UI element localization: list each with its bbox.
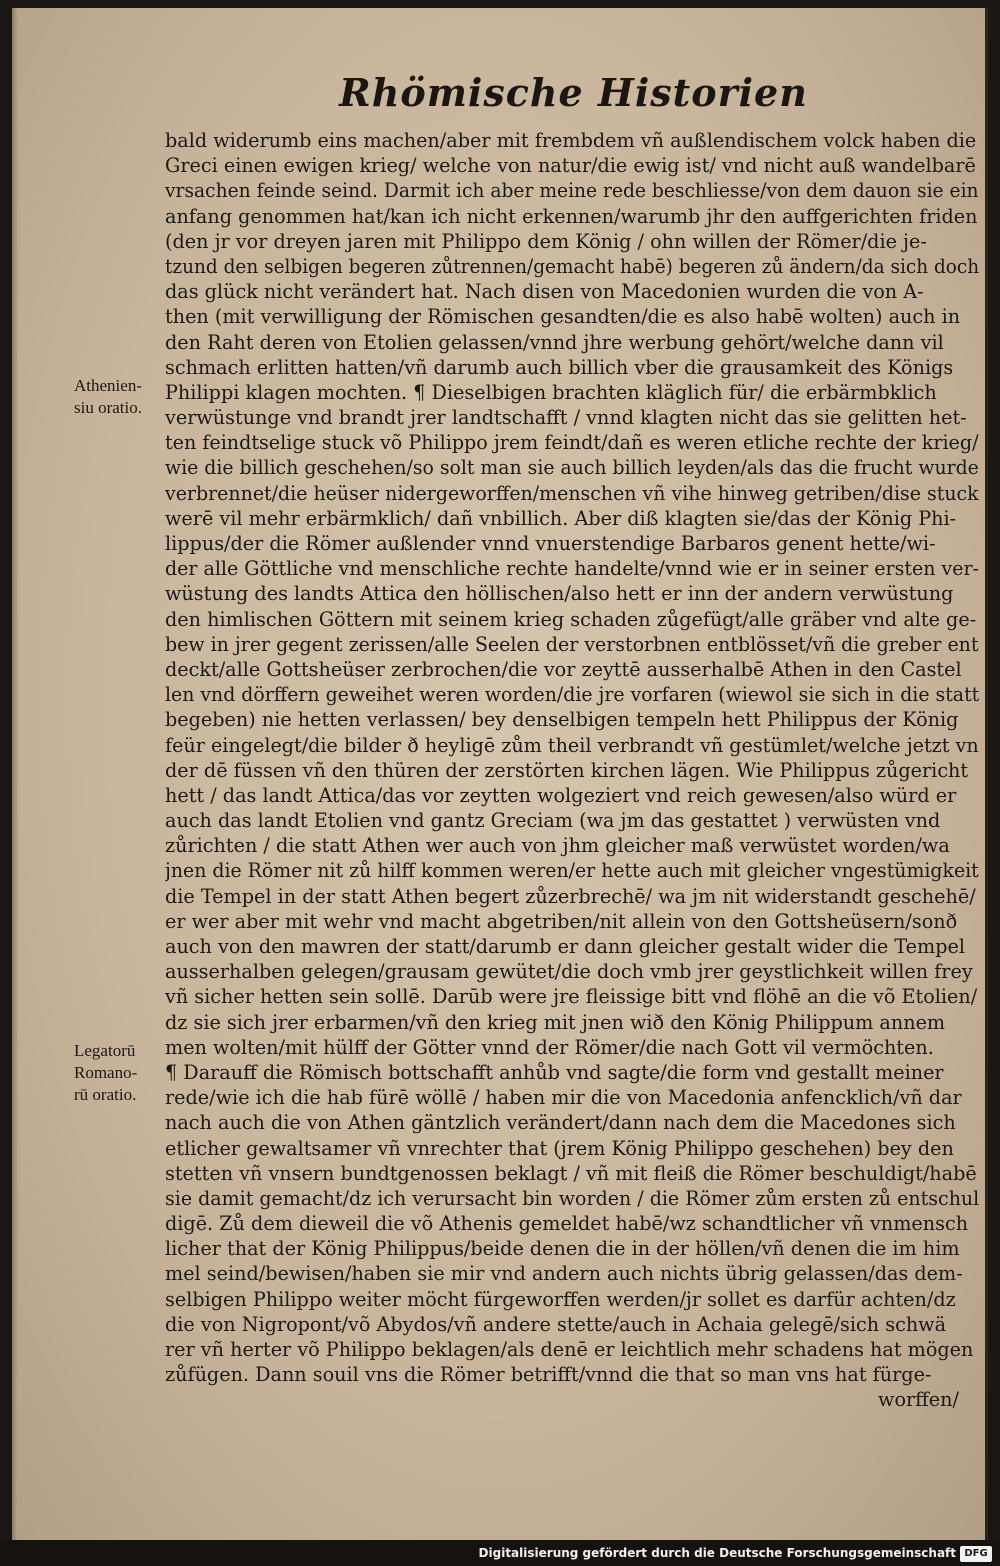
text-line: licher that der König Philippus/beide denen die in der höllen/vñ denen die im him (165, 1237, 960, 1261)
text-line: ausserhalben gelegen/grausam gewütet/die doch vmb jrer geystlichkeit willen frey (165, 960, 973, 984)
text-line: wüstung des landts Attica den höllischen/also hett er inn der andern verwüstung (165, 582, 954, 606)
text-line: verbrennet/die heüser nidergeworffen/menschen vñ vihe hinweg getriben/dise stuck (165, 481, 979, 505)
text-line: nach auch die von Athen gäntzlich verändert/dann nach dem die Macedones sich (165, 1111, 956, 1135)
text-line: ¶ Darauff die Römisch bottschafft anhůb vnd sagte/die form vnd gestallt meiner (165, 1060, 944, 1084)
text-line: worffen/ (878, 1388, 959, 1412)
text-line: anfang genommen hat/kan ich nicht erkennen/warumb jhr den auffgerichten friden (165, 204, 978, 228)
text-line: bew in jrer gegent zerissen/alle Seelen der verstorbnen entblösset/vñ die greber ent (165, 632, 979, 656)
margin-note-line: Athenien- (74, 376, 142, 395)
margin-note-line: Legatorū (74, 1041, 136, 1060)
text-line: werē vil mehr erbärmklich/ dañ vnbillich. Aber diß klagten sie/das der König Phi- (165, 506, 957, 530)
text-line: das glück nicht verändert hat. Nach disen von Macedonien wurden die von A- (165, 280, 924, 304)
text-line: men wolten/mit hülff der Götter vnnd der Römer/die nach Gott vil vermöchten. (165, 1035, 934, 1059)
book-page (12, 8, 988, 1540)
text-line: len vnd dörffern geweihet weren worden/die jre vorfaren (wiewol sie sich in die statt (165, 683, 979, 707)
text-line: verwüstunge vnd brandt jrer landtschafft / vnnd klagten nicht das sie gelitten het- (165, 406, 967, 430)
text-line: stetten vñ vnsern bundtgenossen beklagt / vñ mit fleiß die Römer beschuldigt/habē (165, 1161, 977, 1185)
text-line: Greci einen ewigen krieg/ welche von natur/die ewig ist/ vnd nicht auß wandelbarē (165, 154, 976, 178)
text-line: den Raht deren von Etolien gelassen/vnnd jhre werbung gehört/welche dann vil (165, 330, 944, 354)
text-line: jnen die Römer nit zů hilff kommen weren/er hette auch mit gleicher vngestümigkeit (165, 859, 979, 883)
text-line: zůfügen. Dann souil vns die Römer betrifft/vnnd die that so man vns hat fürge- (165, 1363, 932, 1387)
text-line: mel seind/bewisen/haben sie mir vnd andern auch nichts übrig gelassen/das dem- (165, 1262, 963, 1286)
text-line: tzund den selbigen begeren zůtrennen/gemacht habē) begeren zů ändern/da sich doch (165, 254, 979, 278)
margin-note-line: Romano- (74, 1063, 138, 1082)
text-line: der dē füssen vñ den thüren der zerstörten kirchen lägen. Wie Philippus zůgericht (165, 758, 969, 782)
margin-note-athenian-oration (74, 375, 166, 419)
text-line: vñ sicher hetten sein sollē. Darūb were jre fleissige bitt vnd flöhē an die võ Etolien/ (165, 985, 978, 1009)
text-line: bald widerumb eins machen/aber mit frembdem vñ außlendischem volck haben die (165, 129, 977, 152)
text-line: deckt/alle Gottsheüser zerbrochen/die vor zeyttē ausserhalbē Athen in den Castel (165, 657, 962, 681)
text-line: begeben) nie hetten verlassen/ bey denselbigen tempeln hett Philippus der König (165, 708, 959, 732)
margin-note-roman-legates-oration (74, 1040, 166, 1106)
footer-bar (0, 1540, 1000, 1566)
text-line: hett / das landt Attica/das vor zeytten wolgeziert vnd reich gewesen/also würd er (165, 783, 957, 807)
text-line: die Tempel in der statt Athen begert zůzerbrechē/ wa jm nit widerstandt geschehē/ (165, 884, 976, 908)
text-line: sie damit gemacht/dz ich verursacht bin worden / die Römer zům ersten zů entschul (165, 1186, 979, 1210)
text-line: auch das landt Etolien vnd gantz Greciam (wa jm das gestattet ) verwüsten vnd (165, 809, 941, 833)
text-line: digē. Zů dem dieweil die võ Athenis gemeldet habē/wz schandtlicher vñ vnmensch (165, 1212, 969, 1236)
dfg-logo: DFG (960, 1546, 992, 1562)
text-line: ten feindtselige stuck võ Philippo jrem feindt/dañ es weren etliche rechte der krieg/ (165, 431, 979, 455)
body-text (165, 128, 979, 1413)
text-line: wie die billich geschehen/so solt man sie auch billich leyden/als das die frucht wurde (165, 456, 979, 480)
margin-note-line: rū oratio. (74, 1085, 137, 1104)
text-line: dz sie sich jrer erbarmen/vñ den krieg mit jnen wið den König Philippum annem (165, 1010, 946, 1034)
text-line: vrsachen feinde seind. Darmit ich aber meine rede beschliesse/von dem dauon sie ein (165, 179, 979, 203)
text-line: lippus/der die Römer außlender vnnd vnuerstendige Barbaros genent hette/wi- (165, 532, 936, 555)
text-line: etlicher gewaltsamer vñ vnrechter that (jrem König Philippo geschehen) bey den (165, 1136, 954, 1160)
text-line: schmach erlitten hatten/vñ darumb auch billich vber die grausamkeit des Königs (165, 355, 954, 379)
text-line: zůrichten / die statt Athen wer auch von jhm gleicher maß verwüstet worden/wa (165, 834, 950, 858)
text-line: Philippi klagen mochten. ¶ Dieselbigen brachten kläglich für/ die erbärmbklich (165, 380, 937, 404)
text-line: selbigen Philippo weiter möcht fürgeworffen werden/jr sollet es darfür achten/dz (165, 1287, 956, 1311)
text-line: rer vñ herter võ Philippo beklagen/als denē er leichtlich mehr schadens hat mögen (165, 1338, 974, 1361)
digitization-credit: Digitalisierung gefördert durch die Deutsche Forschungsgemeinschaft (478, 1546, 956, 1560)
text-line: der alle Göttliche vnd menschliche rechte handelte/vnnd wie er in seiner ersten ver- (165, 557, 979, 581)
running-header: Rhömische Historien (339, 70, 808, 115)
text-line: (den jr vor dreyen jaren mit Philippo dem König / ohn willen der Römer/die je- (165, 229, 927, 253)
text-line: den himlischen Göttern mit seinem krieg schaden zůgefügt/alle gräber vnd alte ge- (165, 607, 977, 631)
text-line: auch von den mawren der statt/darumb er dann gleicher gestalt wider die Tempel (165, 935, 965, 958)
page-edge-shadow (12, 8, 18, 1540)
text-line: feür eingelegt/die bilder ð heyligē zům theil verbrandt vñ gestümlet/welche jetzt vn (165, 733, 979, 757)
text-line: er wer aber mit wehr vnd macht abgetriben/nit allein von den Gottsheüsern/sonð (165, 909, 958, 933)
text-line: rede/wie ich die hab fürē wöllē / haben mir die von Macedonia anfencklich/vñ dar (165, 1086, 962, 1110)
text-line: then (mit verwilligung der Römischen gesandten/die es also habē wolten) auch in (165, 305, 961, 329)
margin-note-line: siu oratio. (74, 398, 142, 417)
text-line: die von Nigropont/võ Abydos/vñ andere stette/auch in Achaia gelegē/sich schwä (165, 1312, 947, 1336)
